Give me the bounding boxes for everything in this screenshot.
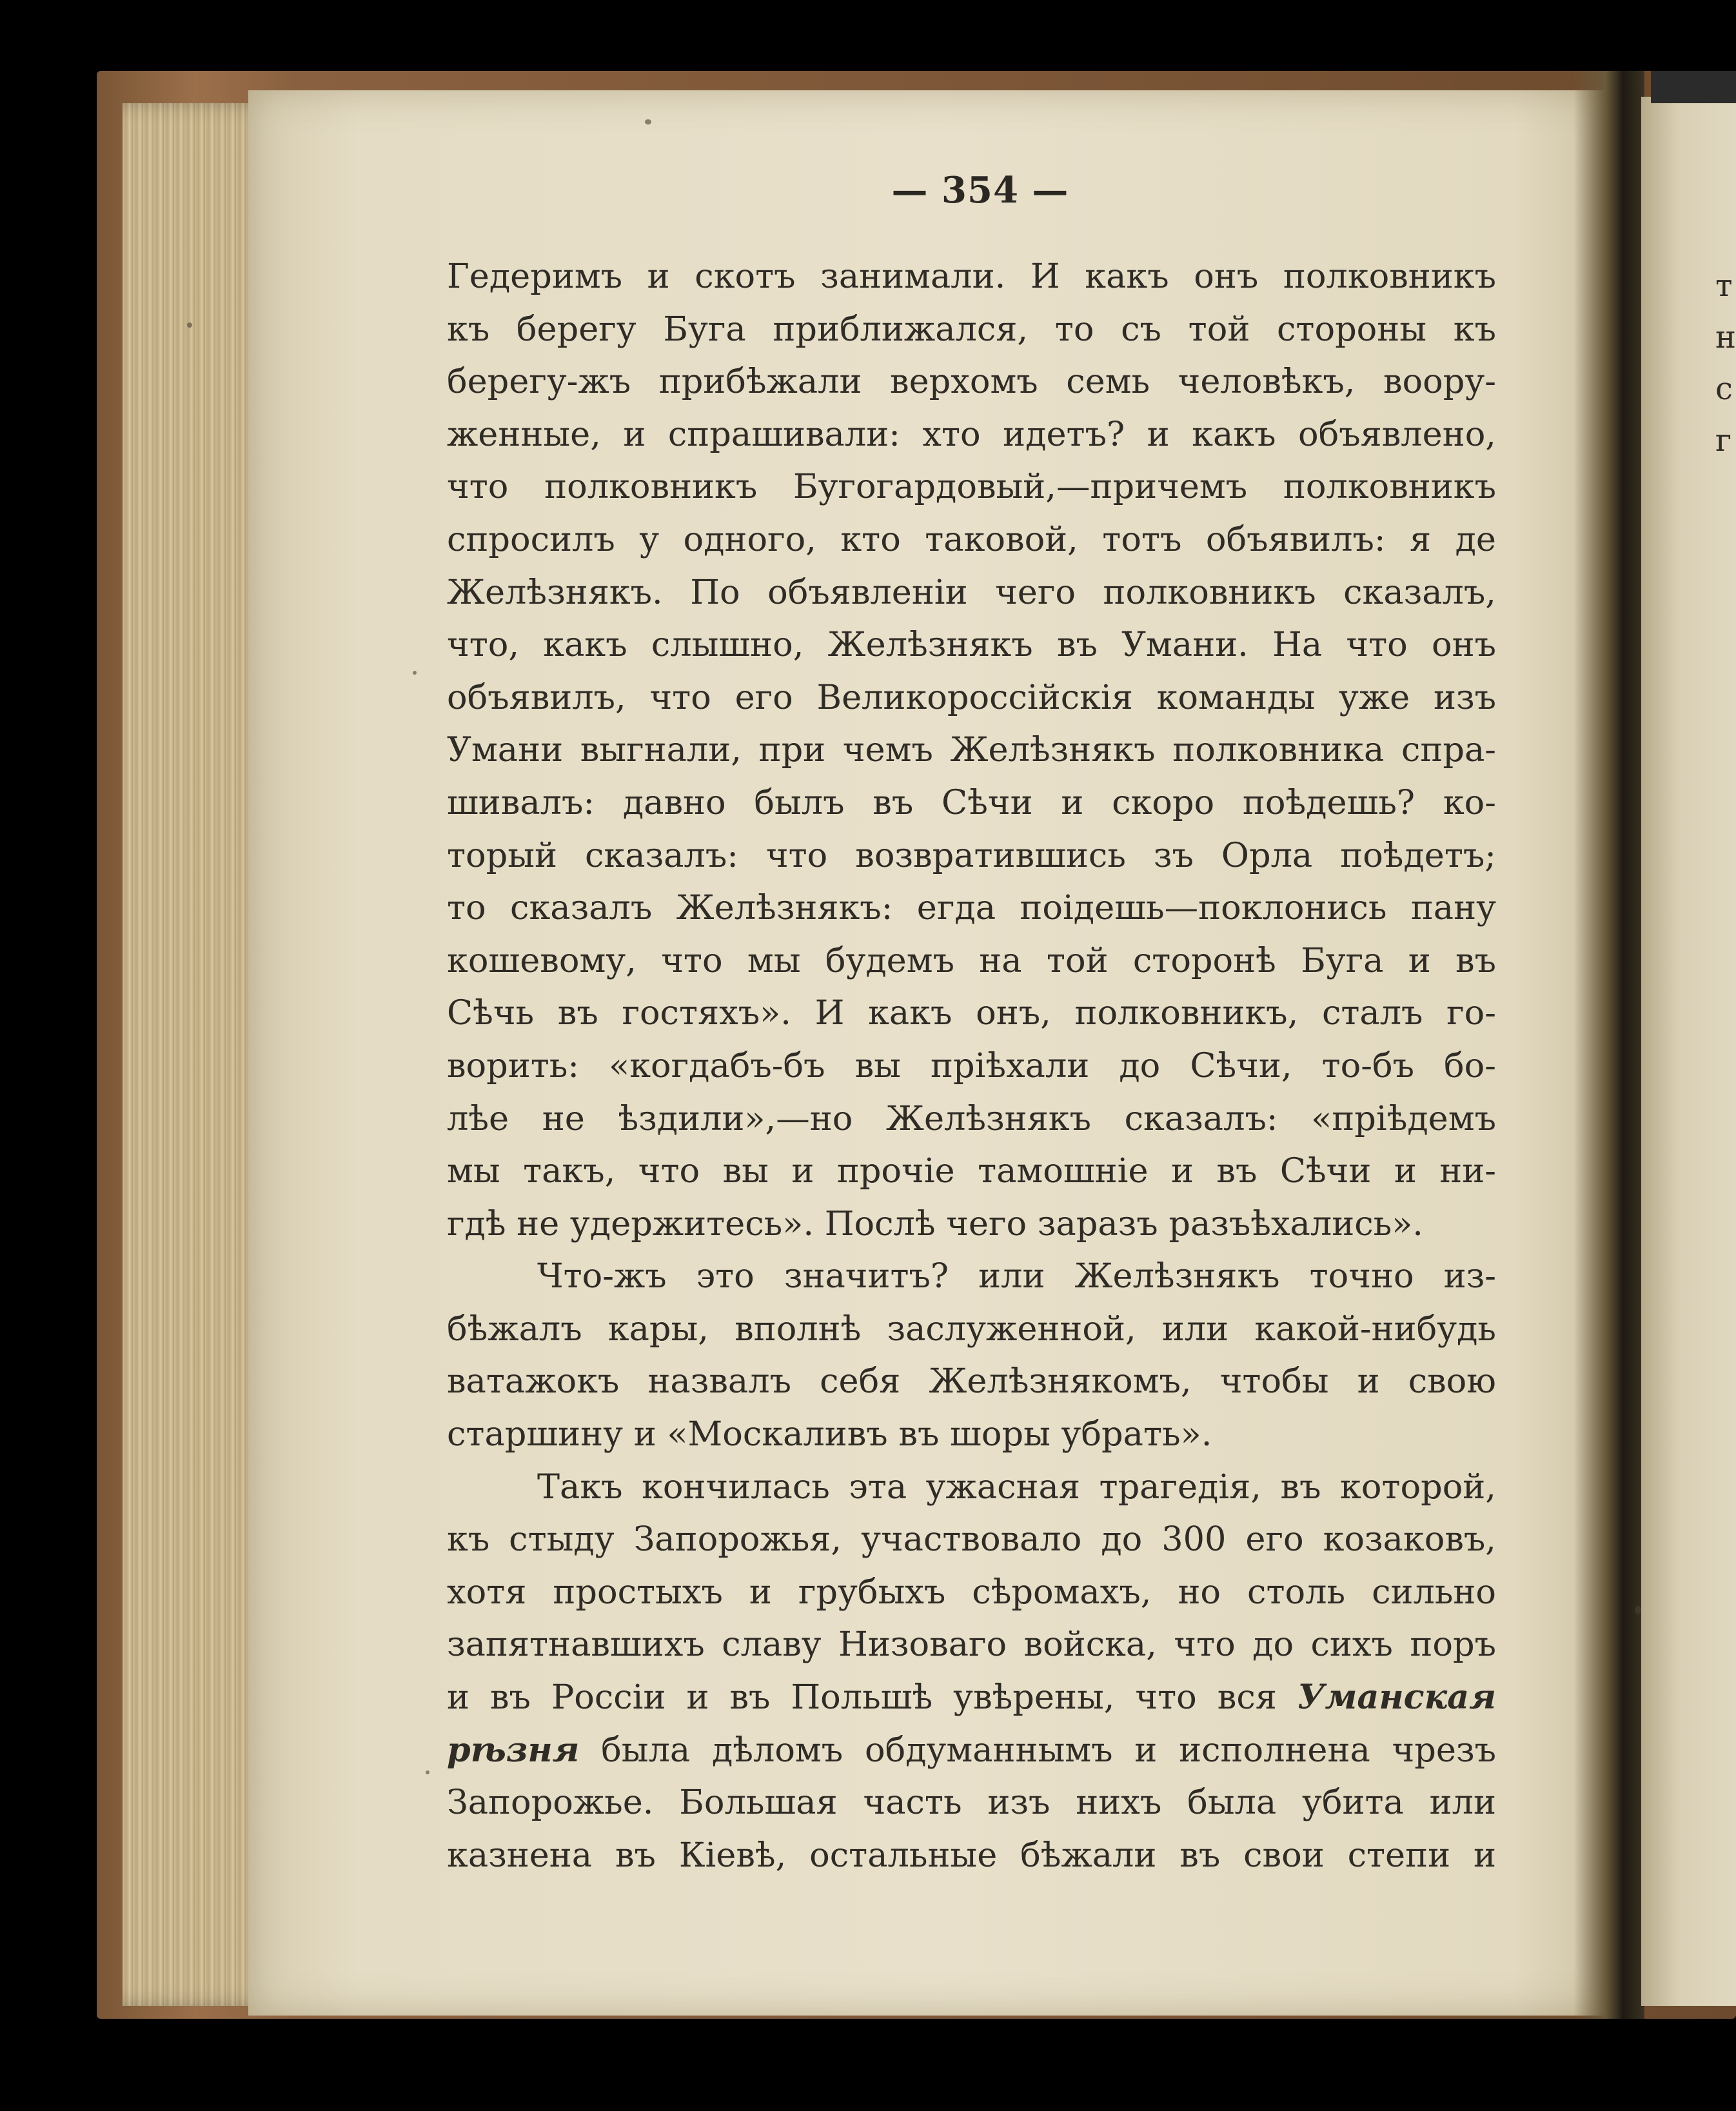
text-line: что, какъ слышно, Желѣзнякъ въ Умани. На что онъ	[447, 625, 1496, 665]
text-line: бѣжалъ кары, вполнѣ заслуженной, или какой-нибудь	[447, 1309, 1496, 1349]
text-line: Запорожье. Большая часть изъ нихъ была убита или	[447, 1783, 1496, 1823]
text-line: Желѣзнякъ. По объявленіи чего полковникъ сказалъ,	[447, 572, 1496, 612]
paragraph-start: Что-жъ это значитъ? или Желѣзнякъ точно из-	[537, 1256, 1496, 1296]
text-line: Умани выгнали, при чемъ Желѣзнякъ полковника спра-	[447, 730, 1496, 770]
text-line: что полковникъ Бугогардовый,—причемъ полковникъ	[447, 467, 1496, 507]
body-text	[447, 250, 1496, 1881]
text-line: берегу-жъ прибѣжали верхомъ семь человѣкъ, воору-	[447, 362, 1496, 402]
text-line: къ берегу Буга приближался, то съ той стороны къ	[447, 309, 1496, 349]
text-fragment: и въ Россіи и въ Польшѣ увѣрены, что вся	[447, 1678, 1277, 1718]
text-line: казнена въ Кіевѣ, остальные бѣжали въ свои степи и	[447, 1835, 1496, 1875]
text-line: спросилъ у одного, кто таковой, тотъ объявилъ: я де	[447, 519, 1496, 559]
right-page-letter: г	[1715, 422, 1732, 459]
italic-emphasis: Уманская	[1297, 1678, 1496, 1718]
right-cover-edge	[1651, 71, 1736, 103]
right-page-letter: с	[1715, 371, 1733, 407]
text-line	[447, 1671, 1496, 1724]
text-line: торый сказалъ: что возвратившись зъ Орла поѣдетъ;	[447, 835, 1496, 875]
text-line: лѣе не ѣздили»,—но Желѣзнякъ сказалъ: «пріѣдемъ	[447, 1098, 1496, 1138]
text-line: ворить: «когдабъ-бъ вы пріѣхали до Сѣчи, то-бъ бо-	[447, 1046, 1496, 1085]
text-line: запятнавшихъ славу Низоваго войска, что до сихъ поръ	[447, 1625, 1496, 1665]
paragraph-start: Такъ кончилась эта ужасная трагедія, въ которой,	[537, 1467, 1496, 1507]
page-number: — 354 —	[891, 169, 1069, 212]
text-line: Сѣчь въ гостяхъ». И какъ онъ, полковникъ, сталъ го-	[447, 993, 1496, 1033]
text-line: ватажокъ назвалъ себя Желѣзнякомъ, чтобы и свою	[447, 1362, 1496, 1402]
right-page-letter: н	[1715, 319, 1736, 355]
text-fragment: была дѣломъ обдуманнымъ и исполнена чрезъ	[601, 1730, 1496, 1770]
text-line: старшину и «Москаливъ въ шоры убрать».	[447, 1414, 1212, 1454]
text-line: объявилъ, что его Великороссійскія команды уже изъ	[447, 677, 1496, 717]
text-line: гдѣ не удержитесь». Послѣ чего заразъ разъѣхались».	[447, 1204, 1423, 1244]
right-page-letter: т	[1715, 268, 1733, 304]
text-line: къ стыду Запорожья, участвовало до 300 его козаковъ,	[447, 1520, 1496, 1560]
book-gutter	[1573, 71, 1644, 2019]
text-line: то сказалъ Желѣзнякъ: егда поідешь—поклонись пану	[447, 888, 1496, 928]
text-line: хотя простыхъ и грубыхъ сѣромахъ, но столь сильно	[447, 1572, 1496, 1612]
text-line: женные, и спрашивали: хто идетъ? и какъ объявлено,	[447, 414, 1496, 454]
text-line: мы такъ, что вы и прочіе тамошніе и въ Сѣчи и ни-	[447, 1151, 1496, 1191]
italic-emphasis: рѣзня	[447, 1730, 580, 1770]
text-line: шивалъ: давно былъ въ Сѣчи и скоро поѣдешь? ко-	[447, 782, 1496, 822]
text-line: кошевому, что мы будемъ на той сторонѣ Буга и въ	[447, 940, 1496, 980]
text-line: Гедеримъ и скотъ занимали. И какъ онъ полковникъ	[447, 257, 1496, 296]
text-line	[447, 1724, 1496, 1777]
